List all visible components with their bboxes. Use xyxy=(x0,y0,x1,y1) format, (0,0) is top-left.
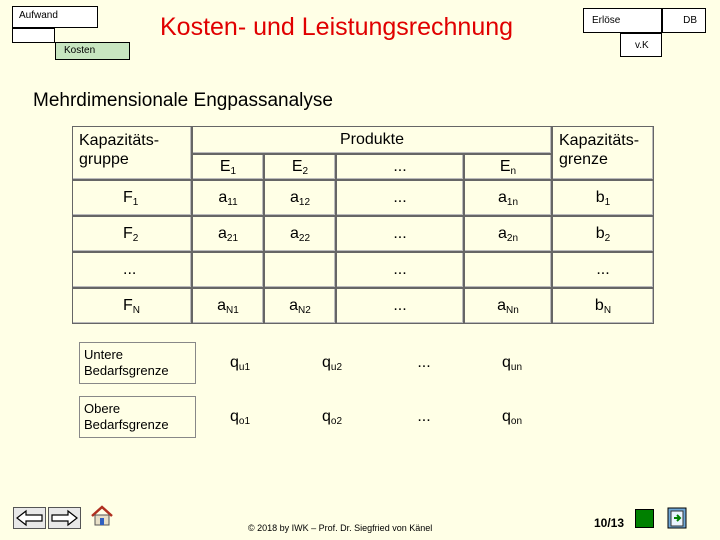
bound-value-label: $q_{o1}$ xyxy=(229,408,251,427)
coefficient-label: $a_{N2}$ xyxy=(289,297,311,316)
value-cell xyxy=(192,288,264,324)
value-cell xyxy=(192,252,264,288)
nav-kosten-label: Kosten xyxy=(64,45,96,56)
product-header-cell xyxy=(464,154,552,180)
header-group-cell xyxy=(72,126,192,180)
next-button[interactable] xyxy=(48,507,81,529)
limit-label: $b_N$ xyxy=(594,297,612,316)
value-cell xyxy=(264,180,336,216)
header-products-cell xyxy=(192,126,552,154)
bound-label-cell xyxy=(79,396,196,438)
coefficient-label: $a_{N1}$ xyxy=(217,297,239,316)
green-square xyxy=(635,509,654,528)
product-header-cell xyxy=(336,154,464,180)
bound-value-cell xyxy=(196,342,284,384)
value-cell xyxy=(464,252,552,288)
bound-label-cell xyxy=(79,342,196,384)
nav-kosten-box[interactable] xyxy=(55,42,130,60)
limit-cell xyxy=(552,180,654,216)
coefficient-label: $a_{11}$ xyxy=(218,189,238,208)
nav-erloese-label: Erlöse xyxy=(592,15,621,26)
footer-copyright: © 2018 by IWK – Prof. Dr. Siegfried von Känel xyxy=(248,523,433,533)
limit-cell xyxy=(552,252,654,288)
group-cell xyxy=(72,252,192,288)
product-label: $E_n$ xyxy=(499,158,517,177)
nav-erloese-box[interactable] xyxy=(583,8,662,33)
value-cell xyxy=(464,288,552,324)
bound-value-label: $q_{u2}$ xyxy=(321,354,343,373)
value-cell xyxy=(336,216,464,252)
section-subtitle: Mehrdimensionale Engpassanalyse xyxy=(33,90,333,111)
coefficient-label: $a_{Nn}$ xyxy=(497,297,519,316)
arrow-right-icon xyxy=(49,508,80,528)
product-header-cell xyxy=(192,154,264,180)
page-title: Kosten- und Leistungsrechnung xyxy=(160,13,514,41)
coefficient-label: ... xyxy=(393,297,407,314)
group-cell xyxy=(72,180,192,216)
coefficient-label: $a_{21}$ xyxy=(217,225,239,244)
nav-aufwand-box[interactable] xyxy=(12,6,98,28)
value-cell xyxy=(464,216,552,252)
home-button[interactable] xyxy=(90,505,114,527)
bound-value-cell xyxy=(196,396,284,438)
bound-label: Untere Bedarfsgrenze xyxy=(84,347,169,378)
coefficient-label: $a_{1n}$ xyxy=(497,189,519,208)
value-cell xyxy=(264,216,336,252)
product-header-cell xyxy=(264,154,336,180)
group-label: $F_1$ xyxy=(123,189,139,208)
arrow-left-icon xyxy=(14,508,45,528)
coefficient-label: $a_{12}$ xyxy=(289,189,311,208)
group-label: ... xyxy=(123,261,137,278)
bound-value-cell xyxy=(468,396,556,438)
nav-aufwand-label: Aufwand xyxy=(19,10,58,21)
group-label: $F_2$ xyxy=(123,225,139,244)
bound-value-label: $q_{o2}$ xyxy=(321,408,343,427)
bound-value-cell xyxy=(380,396,468,438)
exit-button[interactable] xyxy=(665,506,689,530)
bound-value-label: $q_{u1}$ xyxy=(229,354,251,373)
value-cell xyxy=(336,288,464,324)
coefficient-label: $a_{2n}$ xyxy=(497,225,519,244)
home-icon xyxy=(90,505,114,527)
value-cell xyxy=(464,180,552,216)
group-cell xyxy=(72,216,192,252)
group-cell xyxy=(72,288,192,324)
value-cell xyxy=(336,252,464,288)
limit-cell xyxy=(552,216,654,252)
nav-db-box[interactable] xyxy=(662,8,706,33)
bound-value-label: $q_{on}$ xyxy=(501,408,523,427)
limit-cell xyxy=(552,288,654,324)
bound-value-cell xyxy=(284,342,380,384)
header-products-label: Produkte xyxy=(339,131,405,148)
header-group-label: Kapazitäts-gruppe xyxy=(79,132,160,168)
value-cell xyxy=(192,180,264,216)
value-cell xyxy=(264,288,336,324)
bound-value-label: ... xyxy=(417,354,431,371)
product-label: ... xyxy=(393,158,407,175)
value-cell xyxy=(192,216,264,252)
bound-value-label: ... xyxy=(417,408,431,425)
bound-value-cell xyxy=(468,342,556,384)
product-label: $E_2$ xyxy=(291,158,309,177)
header-limit-cell xyxy=(552,126,654,180)
limit-label: $b_1$ xyxy=(595,189,611,208)
nav-spacer-box xyxy=(12,28,55,43)
header-limit-label: Kapazitäts-grenze xyxy=(559,132,640,168)
bound-value-cell xyxy=(284,396,380,438)
nav-db-label: DB xyxy=(683,15,697,26)
limit-label: ... xyxy=(596,261,610,278)
bound-value-label: $q_{un}$ xyxy=(501,354,523,373)
value-cell xyxy=(336,180,464,216)
coefficient-label: $a_{22}$ xyxy=(289,225,311,244)
product-label: $E_1$ xyxy=(219,158,237,177)
prev-button[interactable] xyxy=(13,507,46,529)
bound-label: Obere Bedarfsgrenze xyxy=(84,401,169,432)
group-label: $F_N$ xyxy=(123,297,141,316)
coefficient-label: ... xyxy=(393,189,407,206)
limit-label: $b_2$ xyxy=(595,225,611,244)
nav-vk-box[interactable] xyxy=(620,33,662,57)
value-cell xyxy=(264,252,336,288)
exit-icon xyxy=(665,506,689,530)
page-number: 10/13 xyxy=(594,516,625,530)
coefficient-label: ... xyxy=(393,225,407,242)
coefficient-label: ... xyxy=(393,261,407,278)
bound-value-cell xyxy=(380,342,468,384)
nav-vk-label: v.K xyxy=(635,40,649,51)
